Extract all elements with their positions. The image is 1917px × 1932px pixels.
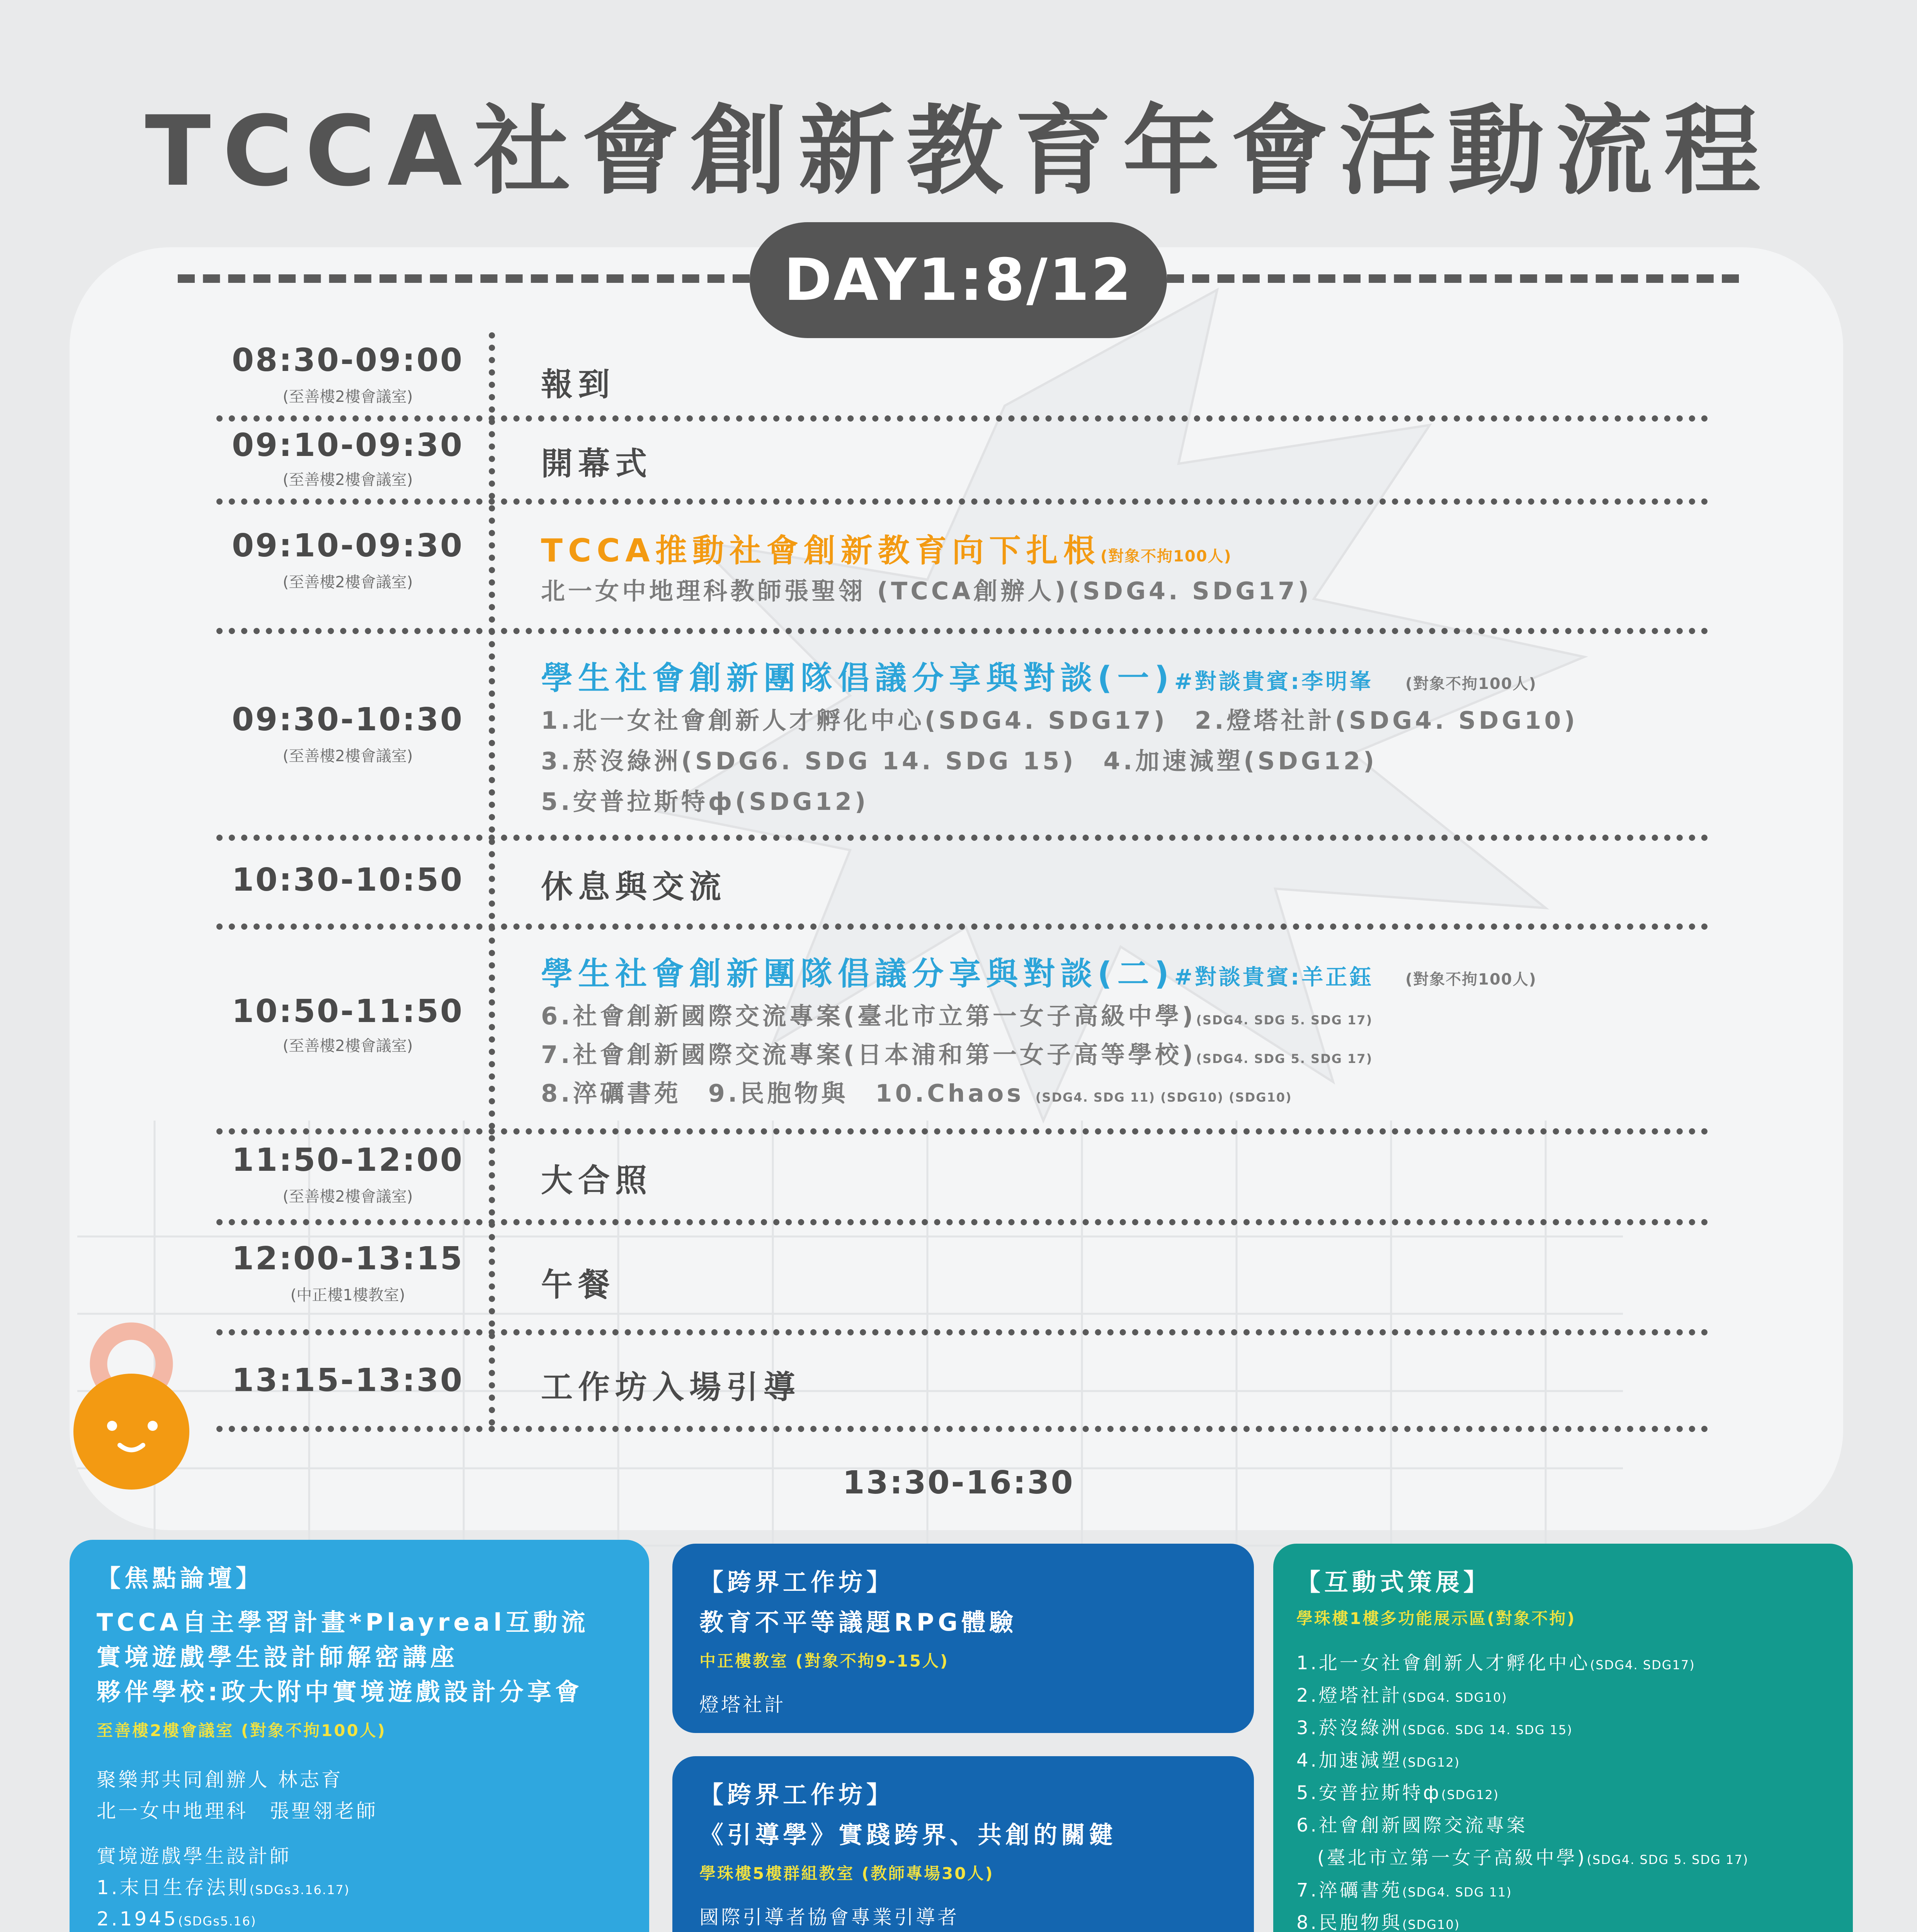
schedule-event: 報到 (541, 366, 616, 403)
card-category: 【互動式策展】 (1296, 1568, 1492, 1596)
expo-item (1296, 1842, 1830, 1874)
schedule-location: (至善樓2樓會議室) (282, 1188, 413, 1206)
day-divider-right (1167, 274, 1739, 283)
item-note: (SDGs5.16) (178, 1913, 257, 1929)
card-rpg (672, 1544, 1254, 1733)
expo-list (1296, 1647, 1830, 1932)
row-separator (216, 923, 1708, 930)
event-detail (541, 1036, 1373, 1070)
expo-item (1296, 1679, 1830, 1712)
item-note: (SDG4. SDG10) (1402, 1690, 1507, 1705)
schedule-location: (中正樓1樓教室) (290, 1286, 405, 1304)
card-focus-forum (70, 1540, 649, 1932)
event-detail (541, 997, 1373, 1031)
page-title: TCCA社會創新教育年會活動流程 (145, 95, 1772, 207)
card-title: 《引導學》實踐跨界、共創的關鍵 (699, 1821, 1117, 1849)
event-tag: #對談貴賓:羊正鈺 (1174, 965, 1374, 990)
expo-item (1296, 1712, 1830, 1744)
card-location: 學珠樓1樓多功能展示區(對象不拘) (1296, 1609, 1576, 1628)
event-note: (對象不拘100人) (1405, 971, 1537, 988)
schedule-time: 09:10-09:30 (231, 427, 464, 464)
card-title: 教育不平等議題RPG體驗 (699, 1608, 1017, 1636)
expo-item (1296, 1906, 1830, 1932)
item-text: 8.民胞物與 (1296, 1912, 1402, 1932)
item-note: (SDG12) (1402, 1755, 1460, 1770)
card-title-line: 夥伴學校:政大附中實境遊戲設計分享會 (97, 1677, 583, 1706)
schedule-event (541, 949, 1537, 994)
event-detail: 1.北一女社會創新人才孵化中心(SDG4. SDG17) 2.燈塔社計(SDG4. SDG10) (541, 706, 1578, 735)
item-text: 7.淬礪書苑 (1296, 1879, 1402, 1901)
card-subhead: 實境遊戲學生設計師 (97, 1845, 291, 1867)
card-guide (672, 1756, 1254, 1932)
row-separator (216, 835, 1708, 841)
card-category: 【跨界工作坊】 (699, 1568, 895, 1596)
schedule-time: 10:50-11:50 (231, 993, 464, 1030)
detail-text: 8.淬礪書苑 9.民胞物與 10.Chaos (541, 1079, 1024, 1107)
detail-note: (SDG4. SDG 5. SDG 17) (1196, 1051, 1373, 1066)
schedule-time: 12:00-13:15 (231, 1240, 464, 1277)
item-text: 1.末日生存法則 (97, 1876, 250, 1899)
item-note: (SDG4. SDG17) (1590, 1658, 1695, 1672)
item-note: (SDG10) (1402, 1917, 1460, 1932)
detail-note: (SDG4. SDG 5. SDG 17) (1196, 1013, 1373, 1027)
item-text: 6.社會創新國際交流專案 (1296, 1815, 1527, 1836)
schedule-location: (至善樓2樓會議室) (282, 1037, 413, 1055)
day-label: DAY1:8/12 (750, 222, 1167, 338)
item-note: (SDG4. SDG 11) (1402, 1885, 1512, 1900)
schedule-event: 工作坊入場引導 (541, 1369, 801, 1406)
card-interactive-expo (1273, 1544, 1853, 1932)
schedule-event: 休息與交流 (541, 869, 727, 905)
schedule-event: 午餐 (541, 1267, 616, 1303)
designer-item (97, 1903, 622, 1932)
workshop-time: 13:30-16:30 (842, 1464, 1075, 1501)
schedule-time: 11:50-12:00 (231, 1142, 464, 1179)
row-separator (216, 628, 1708, 634)
expo-item (1296, 1874, 1830, 1906)
event-title: TCCA推動社會創新教育向下扎根 (541, 532, 1101, 569)
row-separator (216, 415, 1708, 422)
card-host: 北一女中地理科 張聖翎老師 (97, 1799, 378, 1822)
schedule-location: (至善樓2樓會議室) (282, 573, 413, 591)
card-category: 【跨界工作坊】 (699, 1781, 895, 1809)
row-separator (216, 1426, 1708, 1432)
row-separator (216, 498, 1708, 505)
schedule-event (541, 526, 1232, 571)
schedule-event: 開幕式 (541, 446, 653, 482)
item-note: (SDG6. SDG 14. SDG 15) (1402, 1723, 1573, 1737)
detail-text: 7.社會創新國際交流專案(日本浦和第一女子高等學校) (541, 1041, 1196, 1069)
item-note: (SDGs3.16.17) (249, 1882, 350, 1897)
card-title-line: TCCA自主學習計畫*Playreal互動流 (97, 1608, 589, 1636)
event-detail: 5.安普拉斯特ф(SDG12) (541, 787, 869, 816)
card-location: 中正樓教室 (對象不拘9-15人) (699, 1651, 949, 1670)
event-detail: 北一女中地理科教師張聖翎 (TCCA創辦人)(SDG4. SDG17) (541, 577, 1312, 605)
item-text: 2.燈塔社計 (1296, 1685, 1402, 1706)
row-separator (216, 1219, 1708, 1225)
detail-text: 6.社會創新國際交流專案(臺北市立第一女子高級中學) (541, 1002, 1196, 1030)
event-detail (541, 1074, 1292, 1109)
event-note: (對象不拘100人) (1405, 675, 1537, 693)
event-detail: 3.菸沒綠洲(SDG6. SDG 14. SDG 15) 4.加速減塑(SDG12) (541, 747, 1378, 775)
item-text: (臺北市立第一女子高級中學) (1296, 1847, 1587, 1869)
schedule-event (541, 653, 1537, 698)
row-separator (216, 1128, 1708, 1134)
day-divider-left (178, 274, 750, 283)
schedule-time: 13:15-13:30 (231, 1362, 464, 1399)
row-separator (216, 1329, 1708, 1335)
expo-item (1296, 1647, 1830, 1679)
card-host: 燈塔社計 (699, 1693, 786, 1716)
item-text: 2.1945 (97, 1907, 178, 1930)
schedule-event: 大合照 (541, 1162, 653, 1199)
expo-item (1296, 1777, 1830, 1809)
event-tag: #對談貴賓:李明峯 (1174, 669, 1374, 694)
schedule-time: 09:30-10:30 (231, 701, 464, 738)
card-host: 國際引導者協會專業引導者 (699, 1906, 959, 1929)
card-location: 學珠樓5樓群組教室 (教師專場30人) (699, 1864, 994, 1883)
card-host: 聚樂邦共同創辦人 林志育 (97, 1768, 343, 1791)
event-note: (對象不拘100人) (1100, 548, 1232, 565)
item-text: 3.菸沒綠洲 (1296, 1717, 1402, 1739)
schedule-location: (至善樓2樓會議室) (282, 471, 413, 489)
schedule-location: (至善樓2樓會議室) (282, 747, 413, 765)
event-title: 學生社會創新團隊倡議分享與對談(一) (541, 660, 1174, 697)
card-category: 【焦點論壇】 (97, 1564, 264, 1592)
expo-item (1296, 1744, 1830, 1777)
item-text: 5.安普拉斯特ф (1296, 1782, 1441, 1804)
schedule-location: (至善樓2樓會議室) (282, 388, 413, 406)
designer-item (97, 1872, 622, 1903)
schedule-time: 10:30-10:50 (231, 862, 464, 898)
event-title: 學生社會創新團隊倡議分享與對談(二) (541, 956, 1174, 992)
item-note: (SDG4. SDG 5. SDG 17) (1587, 1852, 1749, 1867)
schedule-divider (489, 332, 495, 1426)
item-note: (SDG12) (1441, 1787, 1499, 1802)
card-location: 至善樓2樓會議室 (對象不拘100人) (97, 1721, 386, 1740)
schedule-time: 08:30-09:00 (231, 342, 464, 379)
item-text: 4.加速減塑 (1296, 1750, 1402, 1771)
item-text: 1.北一女社會創新人才孵化中心 (1296, 1652, 1590, 1674)
schedule-time: 09:10-09:30 (231, 527, 464, 564)
card-title-line: 實境遊戲學生設計師解密講座 (97, 1643, 459, 1671)
expo-item (1296, 1809, 1830, 1842)
detail-note: (SDG4. SDG 11) (SDG10) (SDG10) (1035, 1090, 1292, 1105)
